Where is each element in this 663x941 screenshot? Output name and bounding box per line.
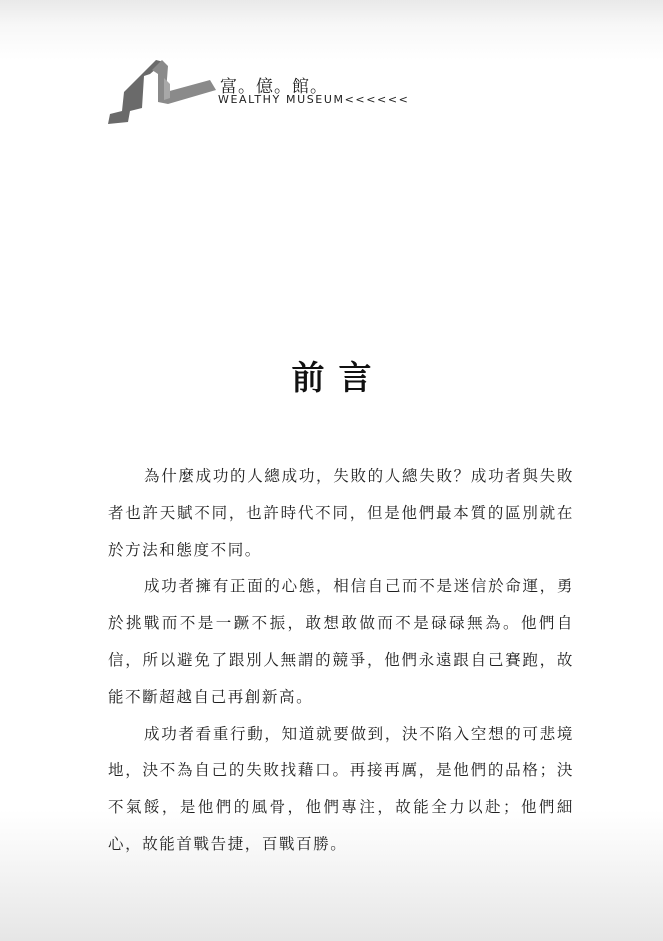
paragraph-2: 成功者擁有正面的心態，相信自己而不是迷信於命運，勇於挑戰而不是一蹶不振，敢想敢做而不是碌碌無為。他們自信，所以避免了跟別人無謂的競爭，他們永遠跟自己賽跑，故能不斷超越自己再創新高。 xyxy=(108,577,574,706)
house-outline-logo-icon xyxy=(106,56,218,130)
preface-body xyxy=(108,458,574,863)
brand-chinese-name: 富。億。館。 xyxy=(220,77,328,97)
brand-english-name: WEALTHY MUSEUM<<<<<< xyxy=(218,93,410,106)
page-title: 前言 xyxy=(291,358,386,397)
paragraph-3: 成功者看重行動，知道就要做到，決不陷入空想的可悲境地，決不為自己的失敗找藉口。再接再厲，是他們的品格；決不氣餒，是他們的風骨，他們專注，故能全力以赴；他們細心，故能首戰告捷，百戰百勝。 xyxy=(108,724,574,853)
paragraph-1: 為什麼成功的人總成功，失敗的人總失敗？成功者與失敗者也許天賦不同，也許時代不同，但是他們最本質的區別就在於方法和態度不同。 xyxy=(108,467,574,559)
